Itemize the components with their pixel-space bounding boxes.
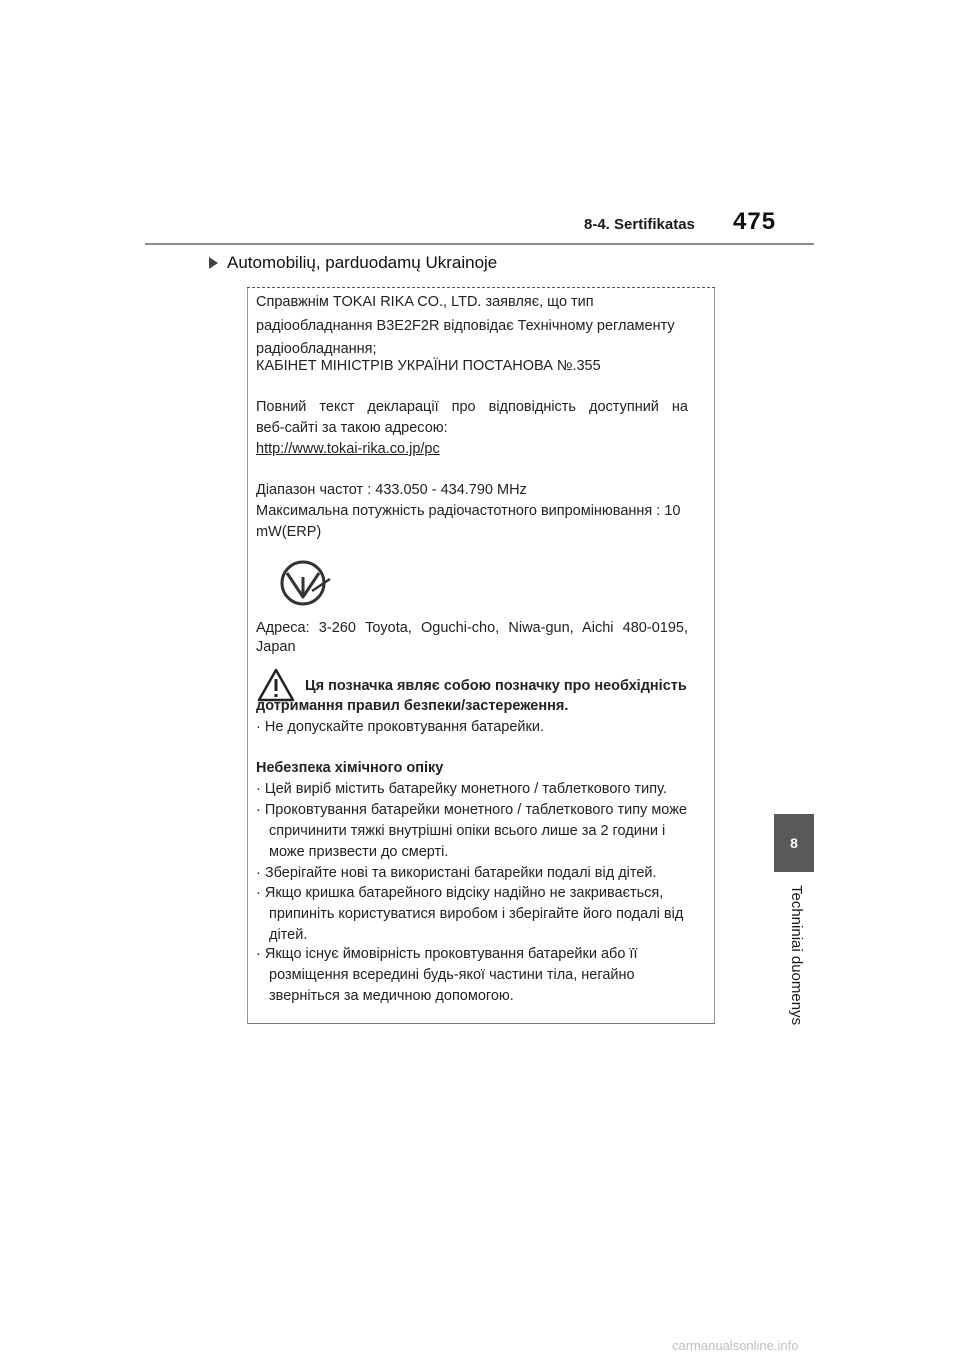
warning-text-2: дотримання правил безпеки/застереження. [256,698,569,714]
triangle-bullet-icon [209,257,218,269]
bullet-medical-a: · Якщо існує ймовірність проковтування батарейки або її [256,946,638,962]
warning-triangle-icon [257,668,295,702]
frequency-range: Діапазон частот : 433.050 - 434.790 MHz [256,482,527,498]
cert-line-4: КАБІНЕТ МІНІСТРІВ УКРАЇНИ ПОСТАНОВА №.355 [256,358,601,374]
address-1: Адреса: 3-260 Toyota, Oguchi-cho, Niwa-gun, Aichi 480-0195, [256,620,688,636]
bullet-swallow-b: спричинити тяжкі внутрішні опіки всього лише за 2 години і [269,823,666,839]
watermark: carmanualsonline.info [672,1338,799,1353]
max-power-2: mW(ERP) [256,524,322,540]
header-section: 8-4. Sertifikatas [584,216,695,233]
header-rule [145,243,814,245]
certificate-box-bottom [247,1023,715,1024]
warning-text-1: Ця позначка являє собою позначку про необхідність [305,678,687,694]
max-power-1: Максимальна потужність радіочастотного випромінювання : 10 [256,503,681,519]
cert-line-3: радіообладнання; [256,341,377,357]
cert-line-1: Справжнім TOKAI RIKA CO., LTD. заявляє, що тип [256,294,594,310]
bullet-medical-c: зверніться за медичною допомогою. [269,988,514,1004]
chemical-burn-title: Небезпека хімічного опіку [256,760,444,776]
cert-line-2: радіообладнання B3E2F2R відповідає Технічному регламенту [256,318,675,334]
bullet-swallow-c: може призвести до смерті. [269,844,449,860]
chapter-label: Techniniai duomenys [788,885,805,1026]
certificate-box-top [247,287,715,288]
declaration-text-1: Повний текст декларації про відповідність доступний на [256,399,688,415]
page-number: 475 [733,208,777,235]
chapter-tab: 8 [774,814,814,872]
bullet-swallow-a: · Проковтування батарейки монетного / таблеткового типу може [256,802,687,818]
declaration-url-link[interactable]: http://www.tokai-rika.co.jp/pc [256,441,440,457]
bullet-cover-b: припиніть користуватися виробом і зберігайте його подалі від [269,906,684,922]
bullet-no-swallow: · Не допускайте проковтування батарейки. [256,719,544,735]
bullet-cover-c: дітей. [269,927,308,943]
section-heading [209,253,497,273]
section-heading-text: Automobilių, parduodamų Ukrainoje [227,253,498,272]
ukraine-conformity-mark-icon [278,555,336,607]
bullet-medical-b: розміщення всередині будь-якої частини тіла, негайно [269,967,635,983]
address-2: Japan [256,639,296,655]
bullet-cover-a: · Якщо кришка батарейного відсіку надійно не закривається, [256,885,664,901]
bullet-contains-battery: · Цей виріб містить батарейку монетного / таблеткового типу. [256,781,667,797]
bullet-keep-away: · Зберігайте нові та використані батарейки подалі від дітей. [256,865,657,881]
declaration-text-2: веб-сайті за такою адресою: [256,420,448,436]
